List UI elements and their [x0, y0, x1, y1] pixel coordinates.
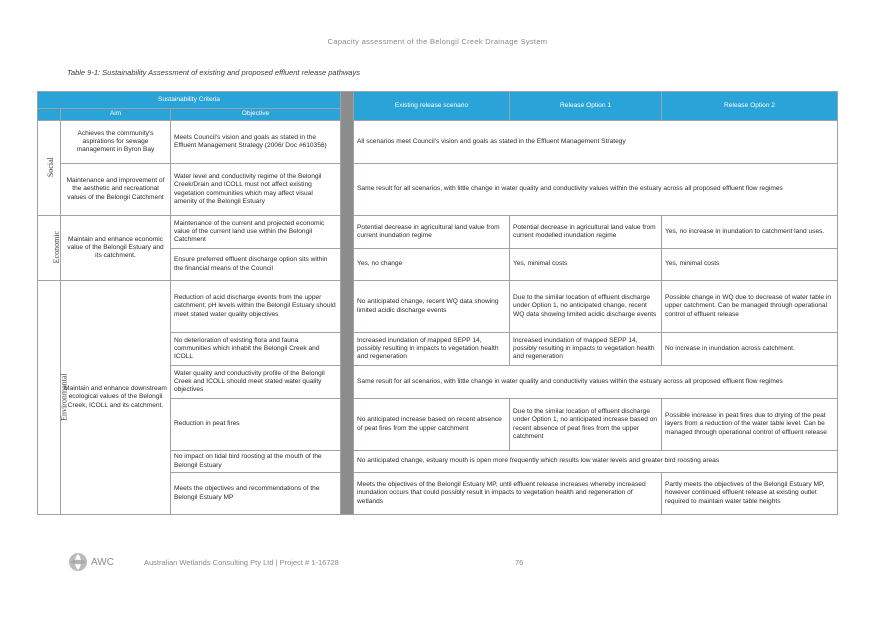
objective-cell: Reduction of acid discharge events from the upper catchment; pH levels within the Belongil Estuary should meet stated water quality objectives	[171, 281, 341, 333]
table-row	[38, 121, 838, 164]
option-2-cell: Possible increase in peat fires due to drying of the peat layers from a reduction of the water table level. Can be managed through operational control of effluent release	[662, 399, 838, 451]
objective-cell: Water level and conductivity regime of the Belongil Creek/Drain and ICOLL must not affect existing vegetation communities which may affect visual amenity of the Belongil Estuary	[171, 164, 341, 216]
existing-cell: No anticipated change, recent WQ data showing limited acidic discharge events	[354, 281, 510, 333]
category-social: Social	[38, 121, 61, 216]
existing-cell: No anticipated increase based on recent absence of peat fires from the upper catchment	[354, 399, 510, 451]
objective-cell: Reduction in peat fires	[171, 399, 341, 451]
existing-cell: Increased inundation of mapped SEPP 14, possibly resulting in impacts to vegetation health and regeneration	[354, 333, 510, 366]
objective-cell: Meets Council's vision and goals as stated in the Effluent Management Strategy (2006/ Doc #610356)	[171, 121, 341, 164]
category-economic: Economic	[38, 216, 61, 281]
objective-cell: Meets the objectives and recommendations of the Belongil Estuary MP	[171, 473, 341, 515]
objective-cell: Water quality and conductivity profile of the Belongil Creek and ICOLL should meet stated water quality objectives	[171, 366, 341, 399]
option-1-cell: Yes, minimal costs	[510, 249, 662, 281]
existing-cell: Yes, no change	[354, 249, 510, 281]
option-2-cell: Partly meets the objectives of the Belongil Estuary MP, however continued effluent release at existing outlet required to maintain water table heights	[662, 473, 838, 515]
aim-cell: Achieves the community's aspirations for sewage management in Byron Bay	[61, 121, 171, 164]
header-existing: Existing release scenario	[354, 92, 510, 121]
merged-result-cell: No anticipated change, estuary mouth is open more frequently which results low water levels and greater bird roosting areas	[354, 451, 838, 473]
aim-cell: Maintain and enhance downstream ecological values of the Belongil Creek, ICOLL and its catchment.	[61, 281, 171, 515]
header-aim: Aim	[61, 109, 171, 121]
header-option-2: Release Option 2	[662, 92, 838, 121]
table-row	[38, 281, 838, 333]
table-row	[38, 164, 838, 216]
sustainability-table	[37, 91, 838, 515]
objective-cell: No impact on tidal bird roosting at the mouth of the Belongil Estuary	[171, 451, 341, 473]
merged-result-cell: Same result for all scenarios, with little change in water quality and conductivity values within the estuary across all proposed effluent flow regimes	[354, 366, 838, 399]
merged-existing-option-1-cell: Meets the objectives of the Belongil Estuary MP, until effluent release increases whereby increased inundation occurs that could possibly result in impacts to vegetation health and regeneration of wetlands	[354, 473, 662, 515]
option-2-cell: Yes, no increase in inundation to catchment land uses.	[662, 216, 838, 249]
aim-cell: Maintenance and improvement of the aesthetic and recreational values of the Belongil Catchment	[61, 164, 171, 216]
option-2-cell: Yes, minimal costs	[662, 249, 838, 281]
header-blank	[38, 109, 61, 121]
option-1-cell: Increased inundation of mapped SEPP 14, possibly resulting in impacts to vegetation health and regeneration	[510, 333, 662, 366]
option-1-cell: Potential decrease in agricultural land value from current modelled inundation regime	[510, 216, 662, 249]
logo-text: AWC	[91, 557, 114, 568]
page-number: 76	[515, 558, 524, 567]
objective-cell: Maintenance of the current and projected economic value of the current land use within the Belongil Catchment	[171, 216, 341, 249]
aim-cell: Maintain and enhance economic value of the Belongil Estuary and its catchment.	[61, 216, 171, 281]
footer-company: Australian Wetlands Consulting Pty Ltd | Project # 1-16728	[144, 558, 339, 567]
header-objective: Objective	[171, 109, 341, 121]
objective-cell: Ensure preferred effluent discharge option sits within the financial means of the Council	[171, 249, 341, 281]
option-2-cell: No increase in inundation across catchment.	[662, 333, 838, 366]
page-footer	[62, 552, 822, 572]
page-header: Capacity assessment of the Belongil Creek Drainage System	[327, 37, 548, 46]
option-1-cell: Due to the similar location of effluent discharge under Option 1, no anticipated change, recent WQ data showing limited acidic discharge events	[510, 281, 662, 333]
header-option-1: Release Option 1	[510, 92, 662, 121]
objective-cell: No deterioration of existing flora and fauna communities which inhabit the Belongil Creek and ICOLL	[171, 333, 341, 366]
existing-cell: Potential decrease in agricultural land value from current inundation regime	[354, 216, 510, 249]
merged-result-cell: Same result for all scenarios, with little change in water quality and conductivity values within the estuary across all proposed effluent flow regimes	[354, 164, 838, 216]
option-1-cell: Due to the similar location of effluent discharge under Option 1, no anticipated increase based on recent absence of peat fires from the upper catchment	[510, 399, 662, 451]
table-caption: Table 9-1: Sustainability Assessment of existing and proposed effluent release pathways	[67, 68, 360, 77]
column-divider	[341, 92, 354, 515]
merged-result-cell: All scenarios meet Council's vision and goals as stated in the Effluent Management Strategy	[354, 121, 838, 164]
header-criteria: Sustainability Criteria	[38, 92, 341, 109]
table-row	[38, 216, 838, 249]
option-2-cell: Possible change in WQ due to decrease of water table in upper catchment. Can be managed through operational control of effluent release	[662, 281, 838, 333]
category-environmental: Environmental	[38, 281, 61, 515]
awc-logo-icon	[67, 552, 89, 572]
